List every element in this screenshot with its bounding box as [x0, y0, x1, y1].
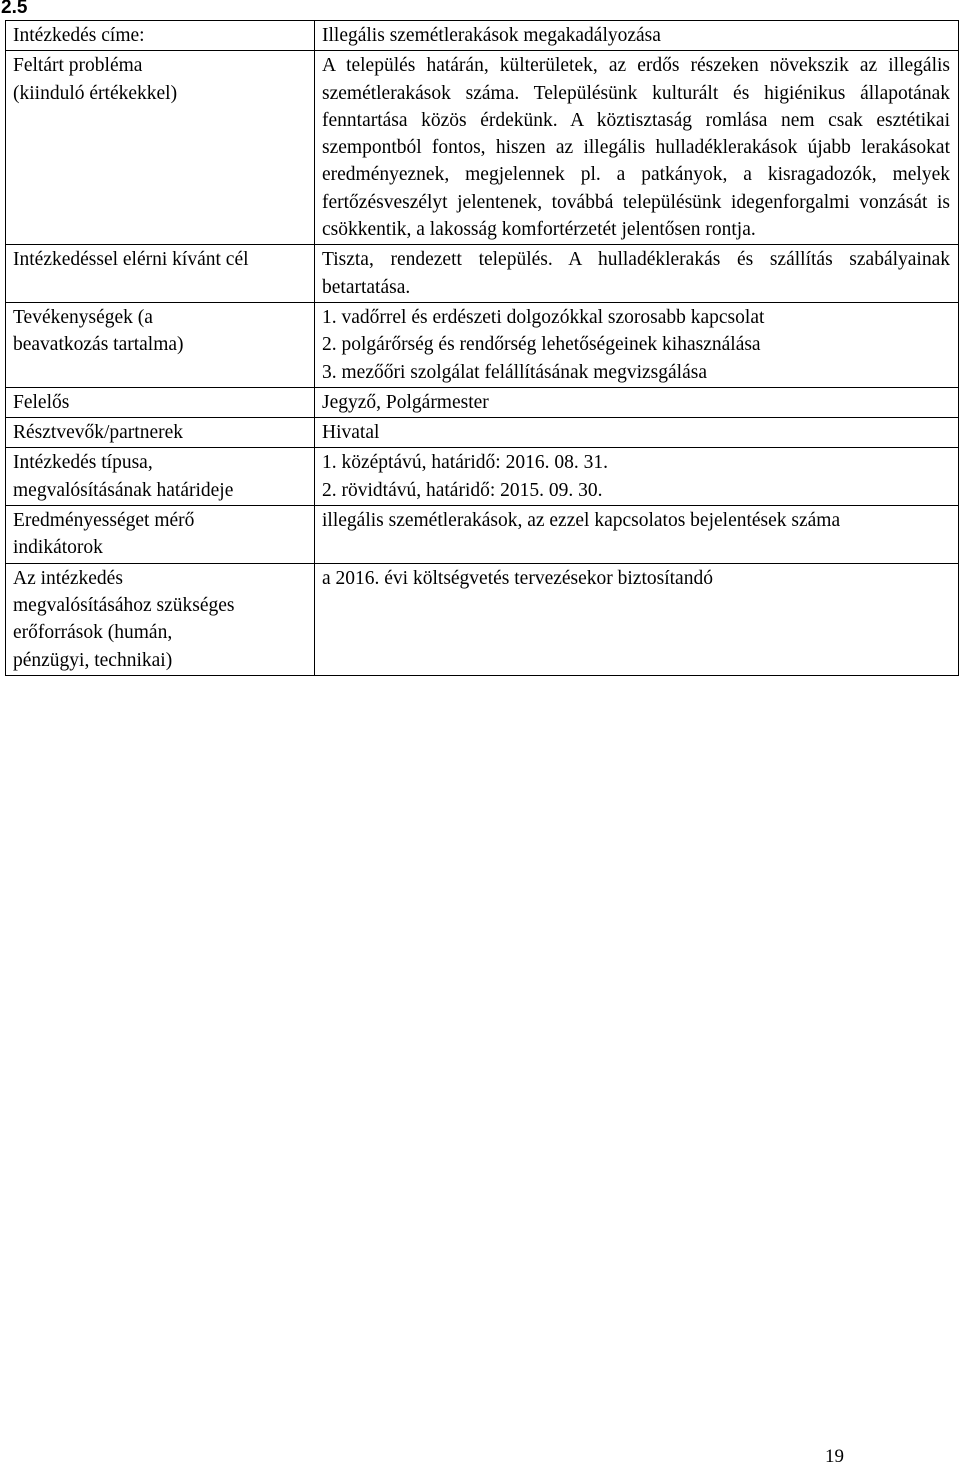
- table-row-title: [6, 21, 959, 51]
- table-row-partners: [6, 418, 959, 448]
- row-label-line: megvalósításának határideje: [13, 479, 234, 501]
- row-label-line: Résztvevők/partnerek: [13, 422, 184, 444]
- row-label: [6, 387, 315, 417]
- row-label-line: (kiinduló értékekkel): [13, 82, 178, 104]
- row-label: [6, 302, 315, 387]
- activity-item: 2. polgárőrség és rendőrség lehetőségeinek kihasználása: [322, 334, 761, 356]
- table-row-responsible: [6, 387, 959, 417]
- row-label: [6, 506, 315, 564]
- row-label: [6, 245, 315, 303]
- table-row-goal: [6, 245, 959, 303]
- row-label-line: beavatkozás tartalma): [13, 334, 184, 356]
- activity-item: 3. mezőőri szolgálat felállításának megvizsgálása: [322, 361, 707, 383]
- deadline-list: [315, 448, 959, 506]
- row-label-line: Intézkedés címe:: [13, 25, 145, 46]
- measure-table: [5, 20, 959, 676]
- row-label: [6, 563, 315, 675]
- measure-title: Illegális szemétlerakások megakadályozása: [315, 21, 959, 51]
- partners-text: Hivatal: [315, 418, 959, 448]
- deadline-item: 2. rövidtávú, határidő: 2015. 09. 30.: [322, 479, 603, 501]
- problem-description: A település határán, külterületek, az erdős részeken növekszik az illegális szemétlerakások száma. Településünk kulturált és higiénikus állapotának fenntartása közös érdekünk. A köztisztaság romlása nem csak esztétikai szempontból fontos, hiszen az illegális hulladéklerakások újabb lerakásokat eredményeznek, megjelennek pl. a patkányok, a kisragadozók, melyek fertőzésveszélyt jelentenek, továbbá településünk idegenforgalmi vonzását is csökkentik, a lakosság komfortérzetét jelentősen rontja.: [315, 51, 959, 245]
- table-row-activities: [6, 302, 959, 387]
- row-label: [6, 51, 315, 245]
- row-label-line: Intézkedéssel elérni kívánt cél: [13, 249, 249, 271]
- page-number: 19: [825, 1446, 844, 1467]
- table-row-indicators: [6, 506, 959, 564]
- row-label-line: megvalósításához szükséges: [13, 594, 235, 616]
- responsible-text: Jegyző, Polgármester: [315, 387, 959, 417]
- row-label: [6, 21, 315, 51]
- table-row-problem: [6, 51, 959, 245]
- row-label-line: Az intézkedés: [13, 567, 123, 589]
- deadline-item: 1. középtávú, határidő: 2016. 08. 31.: [322, 452, 608, 474]
- section-number: 2.5: [1, 0, 28, 18]
- table-row-type-deadline: [6, 448, 959, 506]
- row-label-line: Intézkedés típusa,: [13, 452, 153, 474]
- row-label: [6, 418, 315, 448]
- row-label: [6, 448, 315, 506]
- activities-list: [315, 302, 959, 387]
- table-row-resources: [6, 563, 959, 675]
- activity-item: 1. vadőrrel és erdészeti dolgozókkal szorosabb kapcsolat: [322, 306, 765, 328]
- row-label-line: indikátorok: [13, 537, 103, 559]
- goal-text: Tiszta, rendezett település. A hulladéklerakás és szállítás szabályainak betartatása.: [315, 245, 959, 303]
- row-label-line: Eredményességet mérő: [13, 510, 195, 532]
- row-label-line: pénzügyi, technikai): [13, 649, 173, 671]
- row-label-line: Feltárt probléma: [13, 55, 143, 77]
- resources-text: a 2016. évi költségvetés tervezésekor biztosítandó: [315, 563, 959, 675]
- row-label-line: Tevékenységek (a: [13, 306, 153, 328]
- row-label-line: erőforrások (humán,: [13, 622, 173, 644]
- indicators-text: illegális szemétlerakások, az ezzel kapcsolatos bejelentések száma: [315, 506, 959, 564]
- row-label-line: Felelős: [13, 391, 70, 413]
